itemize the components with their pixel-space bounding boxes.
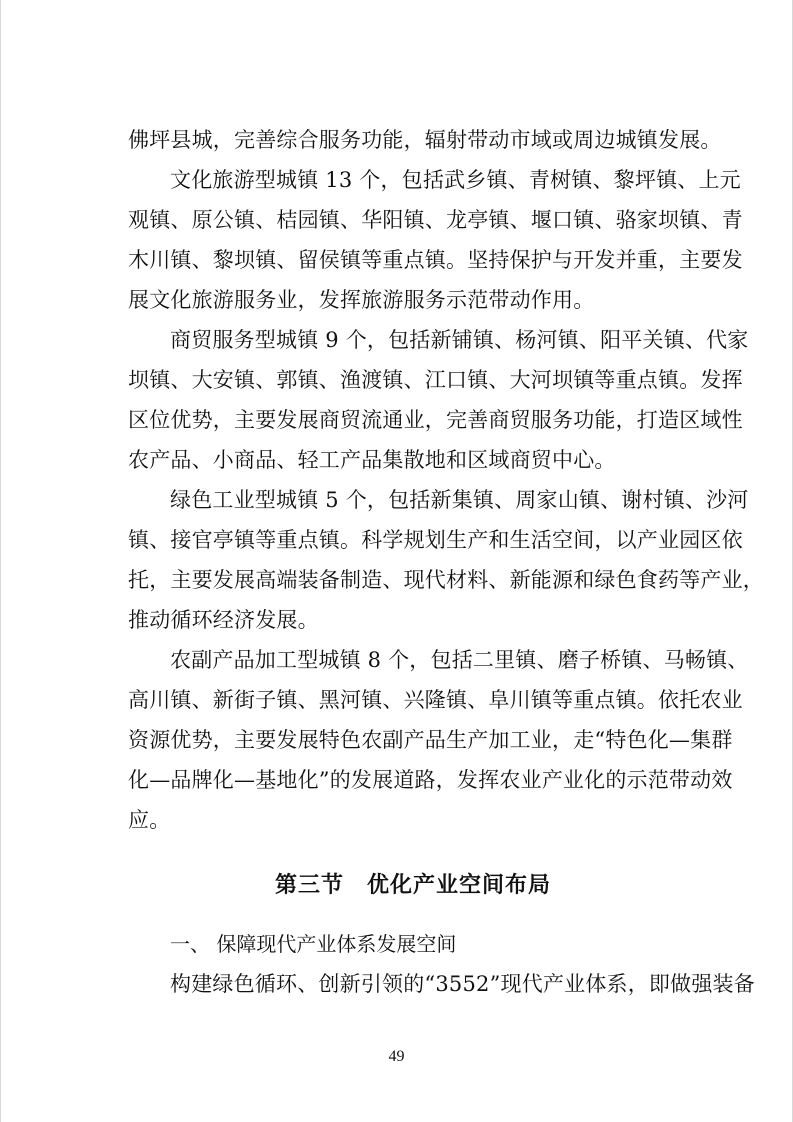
paragraph-commerce-service-towns bbox=[128, 320, 749, 480]
document-body bbox=[128, 120, 764, 1004]
text-line: 坝镇、大安镇、郭镇、渔渡镇、江口镇、大河坝镇等重点镇。发挥 bbox=[128, 368, 743, 392]
text-line: 商贸服务型城镇 9 个，包括新铺镇、杨河镇、阳平关镇、代家 bbox=[170, 328, 749, 352]
text-line: 镇、接官亭镇等重点镇。科学规划生产和生活空间，以产业园区依 bbox=[128, 528, 743, 552]
text-line: 观镇、原公镇、桔园镇、华阳镇、龙亭镇、堰口镇、骆家坝镇、青 bbox=[128, 208, 743, 232]
text-line: 托，主要发展高端装备制造、现代材料、新能源和绿色食药等产业， bbox=[128, 568, 764, 592]
text-line: 农副产品加工型城镇 8 个，包括二里镇、磨子桥镇、马畅镇、 bbox=[170, 648, 749, 672]
text-line: 绿色工业型城镇 5 个，包括新集镇、周家山镇、谢村镇、沙河 bbox=[170, 488, 749, 512]
text-line: 推动循环经济发展。 bbox=[128, 608, 319, 632]
paragraph-county-town bbox=[128, 120, 722, 160]
page-number: 49 bbox=[388, 1048, 405, 1065]
text-line: 佛坪县城，完善综合服务功能，辐射带动市域或周边城镇发展。 bbox=[128, 128, 722, 152]
text-line: 展文化旅游服务业，发挥旅游服务示范带动作用。 bbox=[128, 288, 595, 312]
paragraph-green-industry-towns bbox=[128, 480, 764, 640]
text-line: 木川镇、黎坝镇、留侯镇等重点镇。坚持保护与开发并重，主要发 bbox=[128, 248, 743, 272]
paragraph-culture-tourism-towns bbox=[128, 160, 743, 320]
text-line: 应。 bbox=[128, 808, 171, 832]
text-line: 构建绿色循环、创新引领的“3552”现代产业体系，即做强装备 bbox=[170, 972, 755, 996]
page-left-edge bbox=[0, 0, 1, 1122]
spacer bbox=[128, 840, 698, 866]
paragraph-agri-processing-towns bbox=[128, 640, 749, 840]
text-line: 化—品牌化—基地化”的发展道路，发挥农业产业化的示范带动效 bbox=[128, 768, 733, 792]
section-heading: 第三节 优化产业空间布局 bbox=[274, 873, 551, 898]
text-line: 高川镇、新街子镇、黑河镇、兴隆镇、阜川镇等重点镇。依托农业 bbox=[128, 688, 743, 712]
text-line: 资源优势，主要发展特色农副产品生产加工业，走“特色化—集群 bbox=[128, 728, 733, 752]
paragraph-industry-system bbox=[128, 964, 755, 1004]
text-line: 农产品、小商品、轻工产品集散地和区域商贸中心。 bbox=[128, 448, 616, 472]
spacer bbox=[128, 906, 698, 924]
text-line: 区位优势，主要发展商贸流通业，完善商贸服务功能，打造区域性 bbox=[128, 408, 743, 432]
subsection-heading: 一、 保障现代产业体系发展空间 bbox=[170, 932, 457, 956]
text-line: 文化旅游型城镇 13 个，包括武乡镇、青树镇、黎坪镇、上元 bbox=[170, 168, 741, 192]
